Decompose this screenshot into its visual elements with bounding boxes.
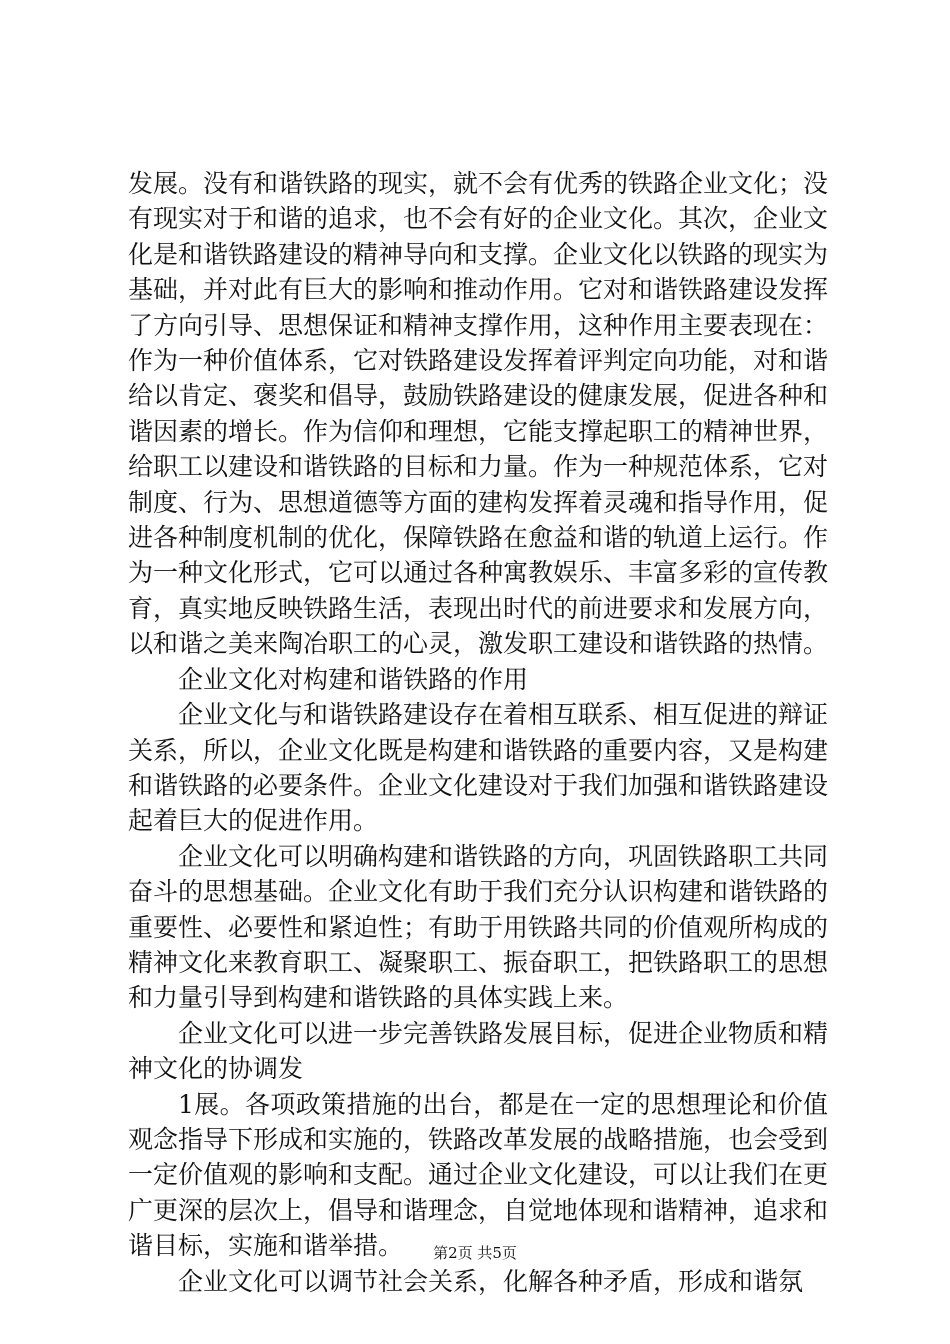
paragraph-6: 企业文化可以调节社会关系，化解各种矛盾，形成和谐氛: [178, 1266, 804, 1296]
document-body: [128, 166, 828, 1299]
paragraph-3: 企业文化可以明确构建和谐铁路的方向，巩固铁路职工共同奋斗的思想基础。企业文化有助于我们充分认识构建和谐铁路的重要性、必要性和紧迫性；有助于用铁路共同的价值观所构成的精神文化来教育职工、凝聚职工、振奋职工，把铁路职工的思想和力量引导到构建和谐铁路的具体实践上来。: [128, 841, 829, 1013]
paragraph-1: 发展。没有和谐铁路的现实，就不会有优秀的铁路企业文化；没有现实对于和谐的追求，也不会有好的企业文化。其次，企业文化是和谐铁路建设的精神导向和支撑。企业文化以铁路的现实为基础，并对此有巨大的影响和推动作用。它对和谐铁路建设发挥了方向引导、思想保证和精神支撑作用，这种作用主要表现在：作为一种价值体系，它对铁路建设发挥着评判定向功能，对和谐给以肯定、褒奖和倡导，鼓励铁路建设的健康发展，促进各种和谐因素的增长。作为信仰和理想，它能支撑起职工的精神世界，给职工以建设和谐铁路的目标和力量。作为一种规范体系，它对制度、行为、思想道德等方面的建构发挥着灵魂和指导作用，促进各种制度机制的优化，保障铁路在愈益和谐的轨道上运行。作为一种文化形式，它可以通过各种寓教娱乐、丰富多彩的宣传教育，真实地反映铁路生活，表现出时代的前进要求和发展方向，以和谐之美来陶冶职工的心灵，激发职工建设和谐铁路的热情。: [128, 169, 829, 659]
paragraph-4: 企业文化可以进一步完善铁路发展目标，促进企业物质和精神文化的协调发: [128, 1018, 829, 1084]
page-number-footer: 第2页 共5页: [433, 1244, 517, 1262]
paragraph-5: 1展。各项政策措施的出台，都是在一定的思想理论和价值观念指导下形成和实施的，铁路改革发展的战略措施，也会受到一定价值观的影响和支配。通过企业文化建设，可以让我们在更广更深的层次上，倡导和谐理念，自觉地体现和谐精神，追求和谐目标，实施和谐举措。: [128, 1089, 829, 1261]
paragraph-2: 企业文化与和谐铁路建设存在着相互联系、相互促进的辩证关系，所以，企业文化既是构建和谐铁路的重要内容，又是构建和谐铁路的必要条件。企业文化建设对于我们加强和谐铁路建设起着巨大的促进作用。: [128, 700, 829, 836]
section-heading: 企业文化对构建和谐铁路的作用: [178, 664, 529, 694]
